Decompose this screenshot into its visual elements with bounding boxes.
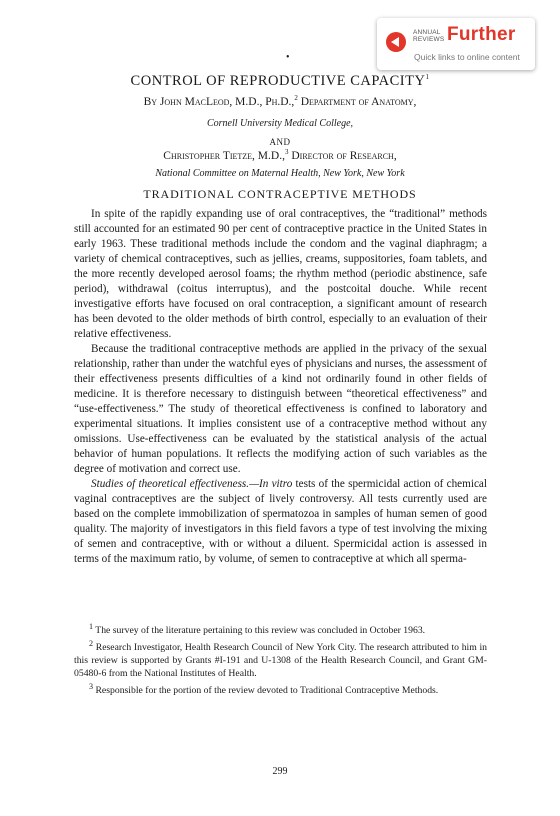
further-logo-text: Further: [447, 24, 516, 45]
header-dot: •: [286, 52, 290, 63]
quick-links-text[interactable]: Quick links to online content: [414, 52, 520, 62]
author-1-name: By John MacLeod, M.D., Ph.D.,: [143, 96, 295, 108]
paragraph-3: [74, 477, 487, 567]
paragraph-3-lead: Studies of theoretical effectiveness.—In vitro: [91, 478, 293, 490]
annual-reviews-further-badge[interactable]: [377, 18, 535, 70]
paragraph-3-text: tests of the spermicidal action of chemical vaginal contraceptives are the subject of lively controversy. All tests currently used are based on the complete immobilization of spermatozoa in samples of human semen of good quality. The majority of investigators in this field favors a type of test involving the mixing of semen and contraceptive, with or without a diluent. Spermicidal action is assessed in terms of the maximum ratio, by volume, of semen to contraceptive at which all sperma-: [74, 478, 487, 565]
author-2: [0, 150, 560, 162]
paragraph-2: Because the traditional contraceptive methods are applied in the privacy of the sexual relationship, rather than under the watchful eyes of physicians and nurses, the assessment of their effectiveness presents difficulties of a kind not ordinarily found in other fields of medicine. It is therefore necessary to distinguish between “theoretical effectiveness” and “use-effectiveness.” The study of theoretical effectiveness is confined to laboratory and experimental situations. It implies consistent use of a contraceptive method without any omissions. Use-effectiveness can be evaluated by the statistical analysis of the actual behavior of human populations. It reflects the modifying action of such variables as the degree of motivation and correct use.: [74, 343, 487, 475]
footnote-1: $^1$ The survey of the literature pertaining to this review was concluded in October 1963.: [89, 622, 426, 637]
author-2-affiliation: National Committee on Maternal Health, New York, New York: [155, 168, 405, 179]
footnotes: [74, 620, 487, 698]
footnote-3: $^3$ Responsible for the portion of the review devoted to Traditional Contraceptive Methods.: [89, 682, 439, 697]
section-heading: TRADITIONAL CONTRACEPTIVE METHODS: [143, 187, 417, 201]
article-title: CONTROL OF REPRODUCTIVE CAPACITY$^1$: [130, 73, 430, 89]
paragraph-1: In spite of the rapidly expanding use of oral contraceptives, the “traditional” methods still accounted for an estimated 90 per cent of contraceptive practice in the United States in early 1963. These traditional methods include the condom and the vaginal diaphragm; a variety of chemical contraceptives, such as jellies, creams, suppositories, foam tablets, and the more recently developed aerosol foams; the rhythm method (periodic abstinence, safe period), withdrawal (coitus interruptus), and the postcoital douche. While recent investigative efforts have focused on oral contraception, a significant amount of research has been devoted to the older methods of birth control, especially to an evaluation of their relative effectiveness.: [74, 208, 487, 340]
footnote-2: $^2$ Research Investigator, Health Research Council of New York City. The research attributed to him in this review is supported by Grants #I-191 and U-1308 of the Health Research Council, and Grant GM-05480-6 from the National Institutes of Health.: [74, 639, 487, 680]
author-1-role: Department of Anatomy,: [297, 96, 417, 108]
author-1-footnote-mark: 2: [294, 94, 298, 103]
play-arrow-icon: [386, 32, 406, 52]
author-1-affiliation: Cornell University Medical College,: [206, 118, 354, 129]
page-number: 299: [272, 766, 288, 777]
author-2-role: Director of Research,: [288, 150, 397, 162]
annual-reviews-label: ANNUAL REVIEWS: [413, 29, 445, 43]
author-1: [0, 96, 560, 108]
author-2-footnote-mark: 3: [284, 148, 289, 157]
title-footnote-mark: 1: [425, 73, 430, 82]
article-body: [74, 207, 487, 567]
author-2-name: Christopher Tietze, M.D.,: [163, 150, 285, 162]
and-separator: AND: [269, 137, 291, 147]
